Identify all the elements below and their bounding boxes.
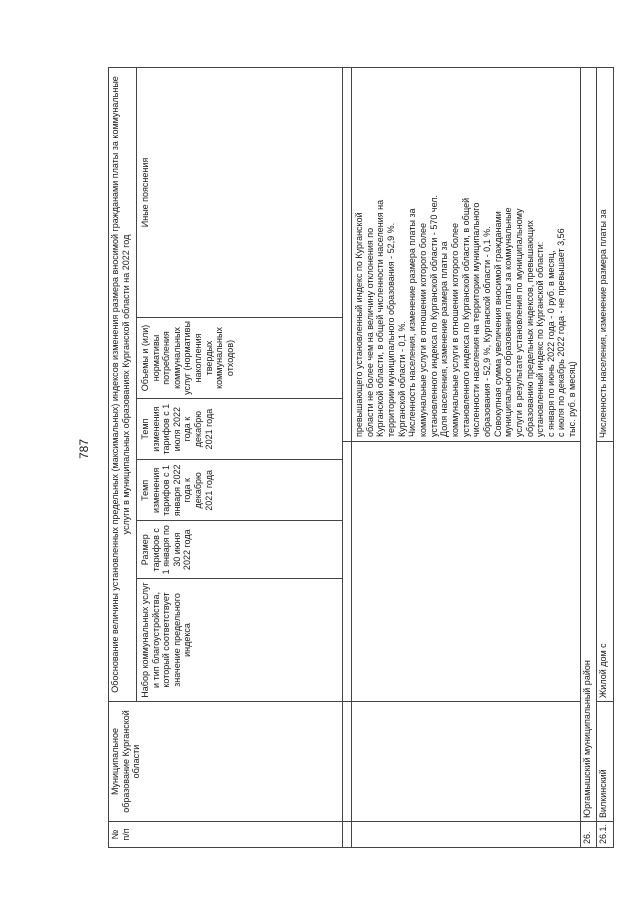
other-notes-text — [352, 67, 581, 441]
row-municipality: Вилкинский — [596, 702, 613, 822]
text-line: численности населения на территории муниципального — [471, 202, 482, 437]
text-line: Доля населения, изменение размера платы за — [439, 241, 450, 437]
text-line: услуги в результате установления по муниципальному — [513, 208, 524, 437]
header-col-municipality: Муниципальное образование Курганской области — [109, 702, 343, 822]
sub-header-tariff-size: Размер тарифов с 1 января по 30 июня 2022 года — [137, 521, 342, 578]
text-line: тыс. руб. в месяц) — [567, 361, 578, 437]
sub-header-rate-january: Темп изменения тарифов с 1 января 2022 года к декабрю 2021 года — [137, 460, 342, 521]
page-number: 787 — [77, 438, 91, 460]
header-col-justification: Обоснование величины установленных предельных (максимальных) индексов изменения размера вносимой гражданами платы за коммунальные услуги в муниципальных образованиях Курганской области на 2022 год — [109, 67, 137, 701]
text-line: установленного индекса по Курганской области - 570 чел. — [428, 194, 439, 437]
region-number: 26. — [580, 822, 596, 848]
text-line: с июля по декабрь 2022 года - не превышает 3,56 — [556, 228, 567, 437]
text-line: образования - 52,9 %, Курганской области - 0,1 %. — [481, 226, 492, 437]
body-cell-number — [352, 822, 581, 848]
text-line: превышающего установленный индекс по Курганской — [354, 212, 364, 437]
spacer-cell — [343, 67, 352, 441]
text-line: муниципального образования платы за коммунальные — [503, 207, 514, 437]
text-line: коммунальные услуги в отношении которого более — [449, 223, 460, 437]
region-name: Юргамышский муниципальный район — [580, 67, 596, 821]
body-cell-service-set — [352, 442, 581, 702]
text-line: образованию предельных индексов, превышающих — [524, 220, 535, 437]
text-line: территории муниципального образования - 52,9 %. — [385, 222, 396, 437]
text-line: Численность населения, изменение размера платы за — [407, 208, 418, 437]
row-number: 26.1. — [596, 822, 613, 848]
spacer-cell — [343, 822, 352, 848]
row-other-notes: Численность населения, изменение размера платы за — [596, 67, 613, 441]
sub-header-volumes: Объемы и (или) нормативы потребления коммунальных услуг (нормативы накопления твердых коммунальных отходов) — [137, 318, 342, 398]
text-line: установленный индекс по Курганской области: — [535, 241, 546, 437]
text-line: области не более чем на величину отклонения по — [364, 227, 375, 437]
sub-header-other-notes: Иные пояснения — [137, 67, 343, 317]
row-service-set: Жилой дом с — [596, 442, 613, 702]
text-line: Курганской области, в общей численности населения на — [375, 199, 386, 437]
text-line: коммунальные услуги в отношении которого более — [417, 223, 428, 437]
text-line: установленного индекса по Курганской области, в общей — [460, 197, 471, 437]
header-col-number: № п/п — [109, 822, 343, 848]
text-line: Курганской области - 0,1 %. — [396, 321, 407, 437]
text-line: с января по июнь 2022 года - 0 руб. в месяц, — [545, 250, 556, 437]
text-line: Совокупная сумма увеличения вносимой гражданами — [492, 211, 503, 437]
tariff-index-table — [108, 67, 614, 848]
spacer-cell — [343, 442, 352, 702]
body-cell-municipality — [352, 702, 581, 822]
sub-header-service-set: Набор коммунальных услуг и тип благоустройства, который соответствует значение предельного индекса — [137, 578, 342, 701]
sub-header-rate-july: Темп изменения тарифов с 1 июля 2022 года к декабрю 2021 года — [137, 398, 342, 459]
sub-left-wrapper — [137, 318, 343, 702]
spacer-cell — [343, 702, 352, 822]
rotated-table-block — [108, 68, 612, 848]
